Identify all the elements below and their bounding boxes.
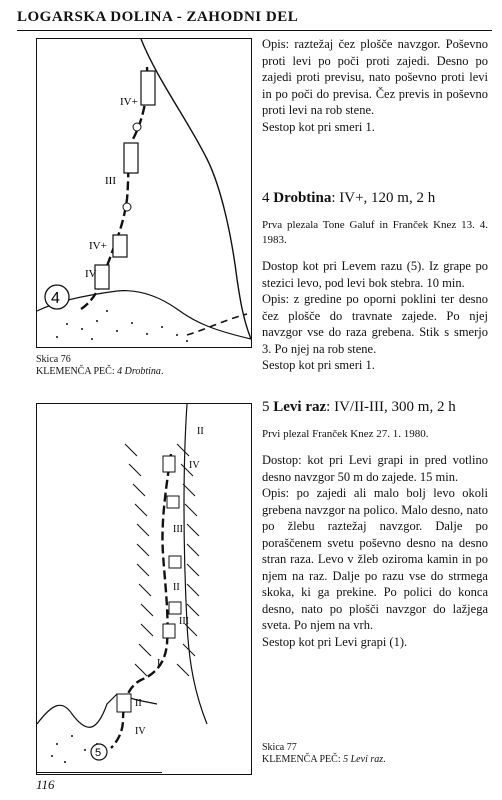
caption-76-text: KLEMENČA PEČ: 4 Drobtina. bbox=[36, 366, 164, 377]
route-4-approach: Dostop kot pri Levem razu (5). Iz grape po stezici levo, pod levi bok stebra. 10 min. bbox=[262, 259, 488, 290]
grade-label: IV bbox=[85, 268, 97, 280]
route-3-continuation bbox=[262, 36, 488, 135]
caption-76-number: Skica 76 bbox=[36, 354, 71, 365]
rock-face-outline bbox=[141, 39, 251, 339]
sketch-77-drawing bbox=[36, 403, 252, 775]
route-5-approach: Dostop: kot pri Levi grapi in pred votlino desno navzgor 50 m do zajede. 15 min. bbox=[262, 453, 488, 484]
route-4-first-ascent: Prva plezala Tone Galuf in Franček Knez 13. 4. 1983. bbox=[262, 219, 488, 246]
caption-77-text: KLEMENČA PEČ: 5 Levi raz. bbox=[262, 754, 386, 765]
grade-label: IV+ bbox=[120, 96, 138, 108]
caption-77 bbox=[262, 742, 488, 766]
descent-path bbox=[187, 314, 247, 335]
route-5-descent: Sestop kot pri Levi grapi (1). bbox=[262, 634, 408, 649]
route-4-description: Opis: z gredine po oporni poklini ter desno čez plošče do travnate zajede. Po njej navzgor vse do raza grebena. Stik s smerjo 3. Po njej na rob stene. bbox=[262, 292, 488, 356]
grade-label: IV bbox=[135, 726, 146, 737]
sketch-76-drawing bbox=[36, 38, 252, 348]
route-4-title: 4 Drobtina: IV+, 120 m, 2 h bbox=[262, 190, 436, 206]
route-3-descent: Sestop kot pri smeri 1. bbox=[262, 119, 375, 134]
caption-76 bbox=[36, 354, 250, 378]
grade-label: III bbox=[173, 524, 183, 535]
footer-rule bbox=[36, 772, 162, 773]
header-rule bbox=[17, 30, 492, 31]
route-number: 5 bbox=[95, 747, 102, 759]
running-header: LOGARSKA DOLINA - ZAHODNI DEL bbox=[17, 9, 299, 25]
route-number: 4 bbox=[51, 290, 60, 307]
route-5-title: 5 Levi raz: IV/II-III, 300 m, 2 h bbox=[262, 399, 456, 415]
route-5-first-ascent: Prvi plezal Franček Knez 27. 1. 1980. bbox=[262, 428, 429, 440]
route-5-section bbox=[262, 397, 488, 650]
grade-label: IV bbox=[189, 460, 200, 471]
grade-label: I bbox=[157, 658, 161, 669]
route-4-descent: Sestop kot pri smeri 1. bbox=[262, 358, 375, 372]
grade-label: II bbox=[135, 698, 142, 709]
route-3-description: Opis: raztežaj čez plošče navzgor. Poševno proti levi po poči proti zajedi. Desno po zajedi proti previsu, nato poševno proti levi in po poči do previsa. Čez previs in poševno proti levi na rob stene. bbox=[262, 37, 488, 117]
grade-label: II bbox=[173, 582, 180, 593]
route-5-description: Opis: po zajedi ali malo bolj levo okoli grebena navzgor na polico. Malo desno, nato po žlebu raztežaj navzgor. Dalje po poraščenem svetu poševno desno na desno stran raza. Levo v žleb oziroma kamin in po njem na raz. Dalje po razu vse do strmega skoka, ki ga prekine. Po polici do konca desno, nato po plošči navzgor do lažjega sveta. Po njem na vrh. bbox=[262, 486, 488, 632]
grade-label: III bbox=[105, 175, 116, 187]
route-4-section bbox=[262, 188, 488, 374]
grade-label: IV+ bbox=[89, 240, 107, 252]
grade-label: II bbox=[197, 426, 204, 437]
page-number: 116 bbox=[36, 777, 55, 792]
grade-label: III bbox=[179, 616, 189, 627]
caption-77-number: Skica 77 bbox=[262, 742, 297, 753]
